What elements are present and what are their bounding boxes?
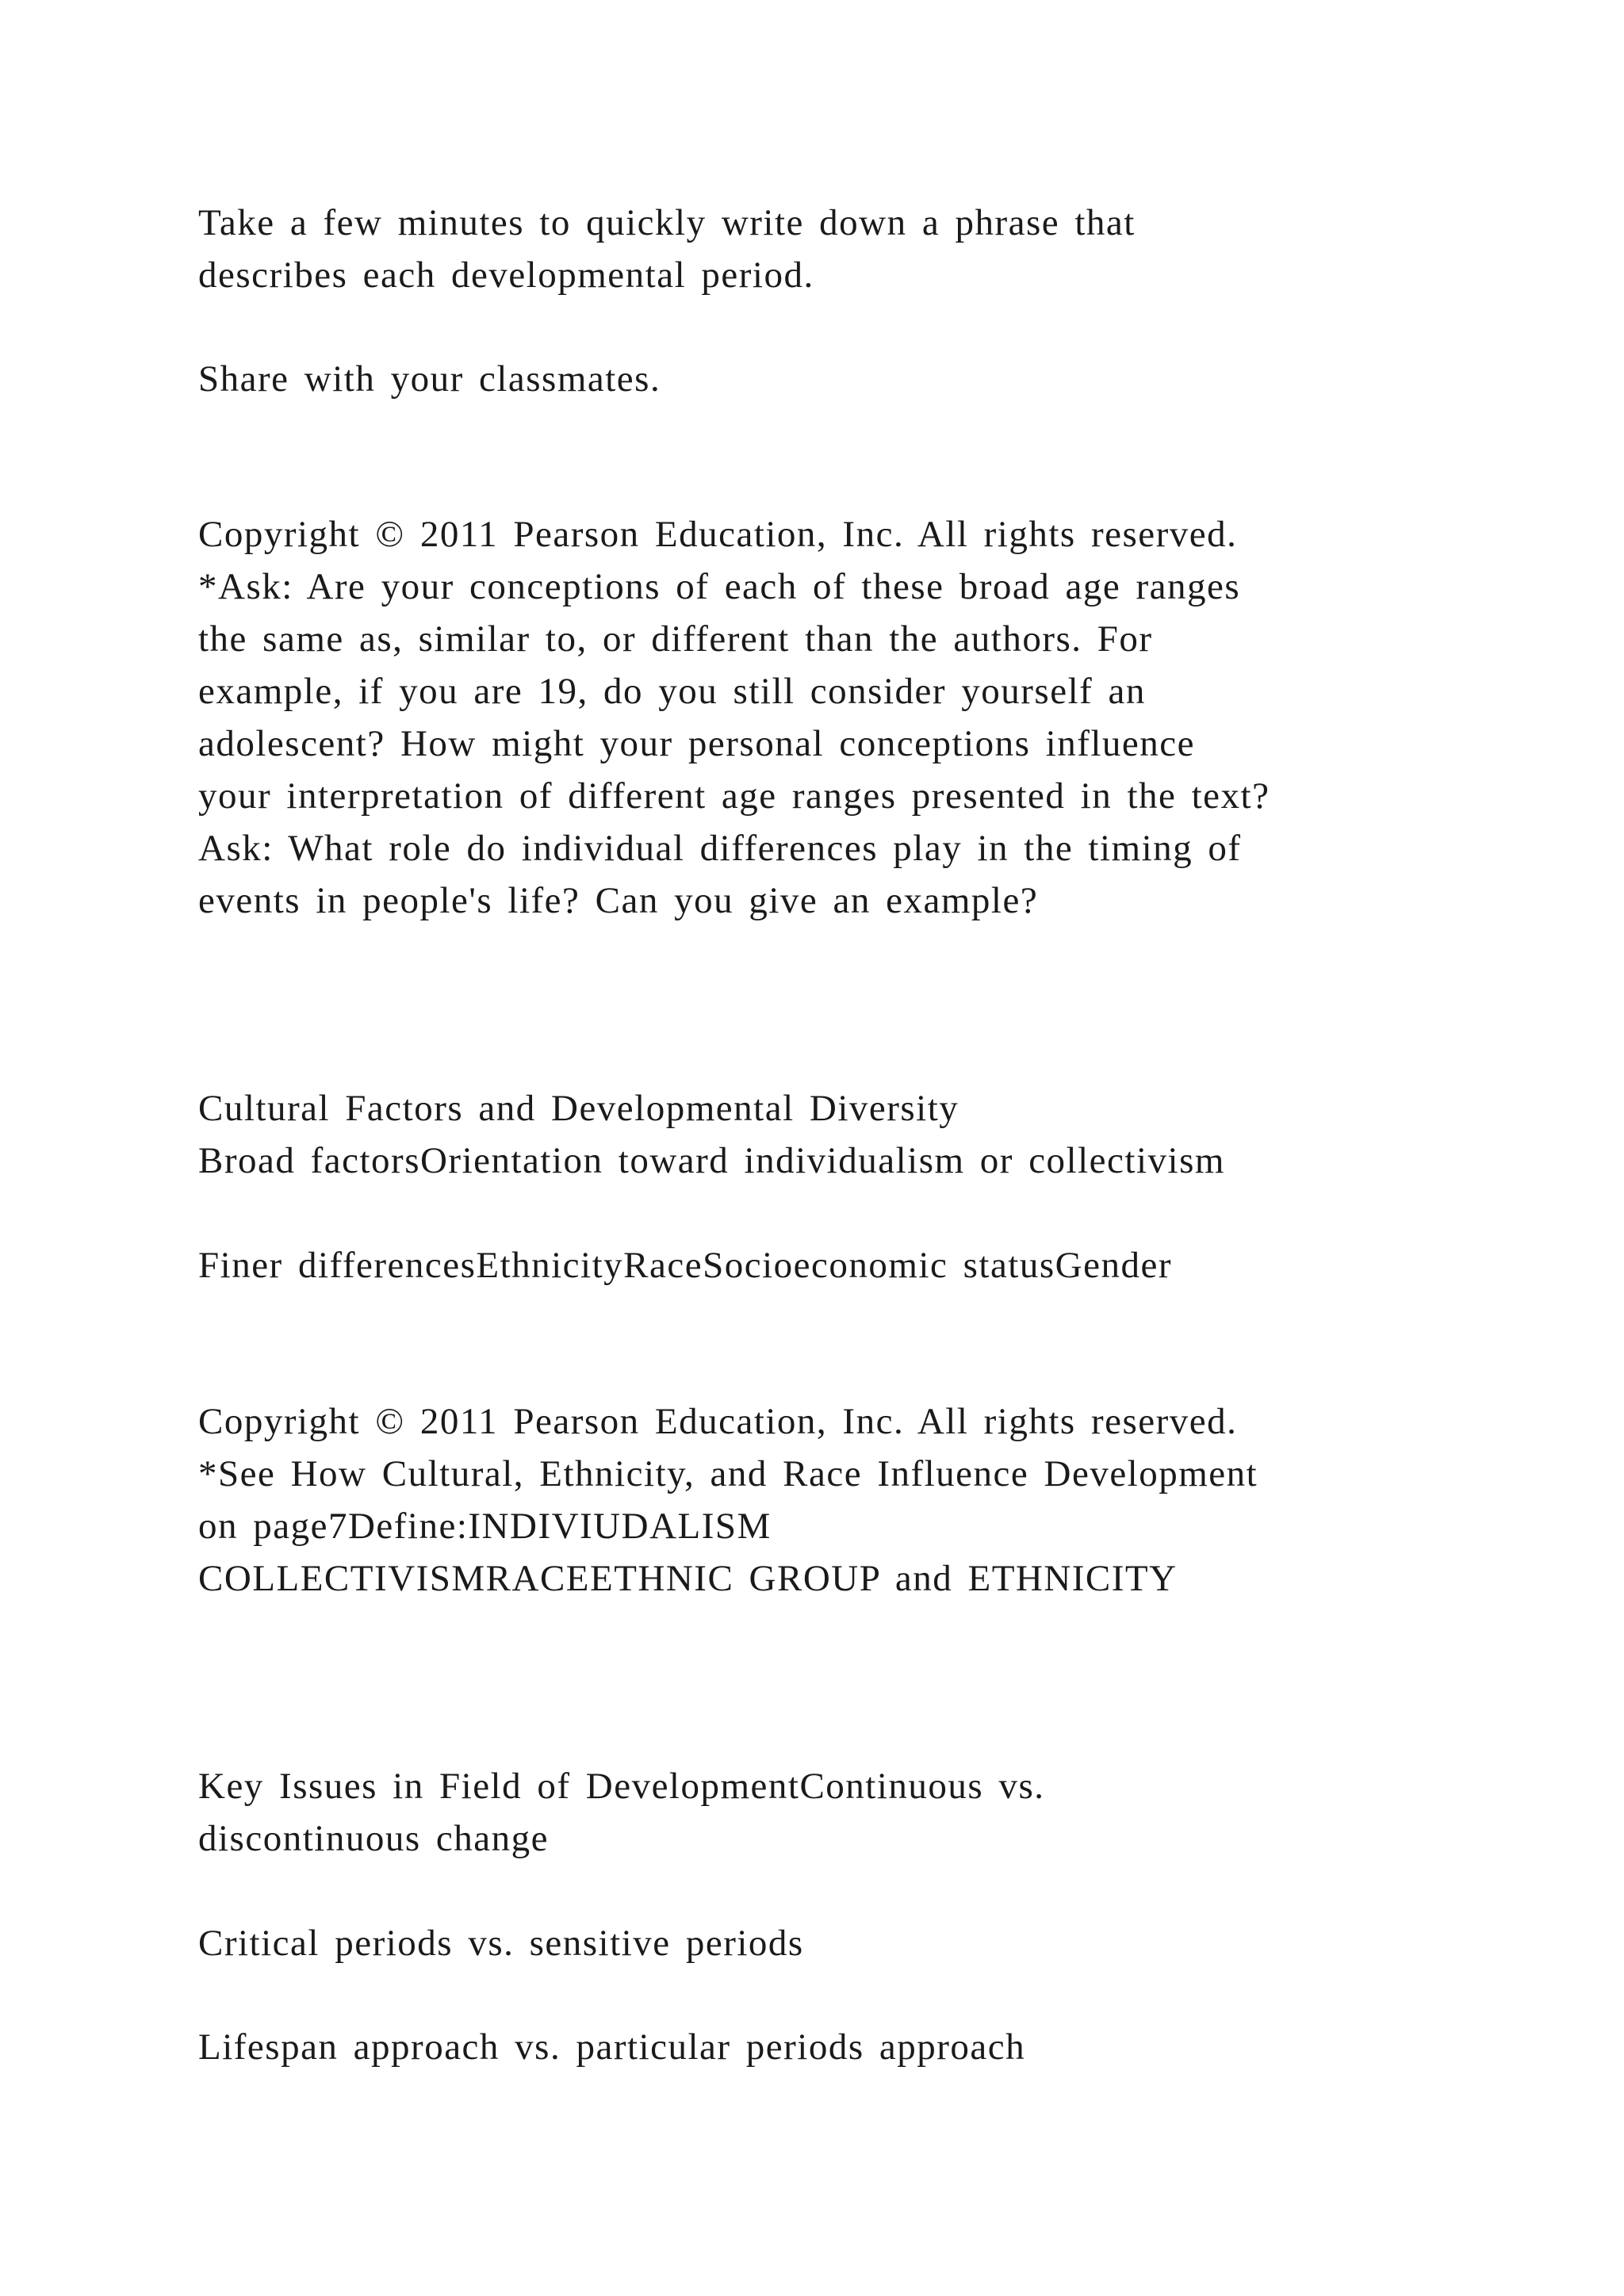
cultural-factors-section bbox=[198, 1082, 1546, 1187]
notes-line: the same as, similar to, or different than the authors. For bbox=[198, 618, 1153, 660]
copyright-line: Copyright © 2011 Pearson Education, Inc. All rights reserved. bbox=[198, 514, 1238, 555]
notes-line: Ask: What role do individual differences play in the timing of bbox=[198, 828, 1242, 869]
notes-section-1 bbox=[198, 508, 1546, 927]
notes-line: *Ask: Are your conceptions of each of these broad age ranges bbox=[198, 566, 1241, 607]
notes-line: events in people's life? Can you give an example? bbox=[198, 880, 1039, 921]
lifespan-line: Lifespan approach vs. particular periods approach bbox=[198, 2026, 1026, 2068]
notes-line: on page7Define:INDIVIUDALISM bbox=[198, 1506, 772, 1547]
key-issues-line: discontinuous change bbox=[198, 1818, 549, 1859]
key-issues-paragraph bbox=[198, 1760, 1546, 1865]
section-title: Cultural Factors and Developmental Diversity bbox=[198, 1088, 959, 1129]
share-paragraph bbox=[198, 353, 1546, 405]
notes-line: adolescent? How might your personal conceptions influence bbox=[198, 723, 1195, 764]
critical-periods-line: Critical periods vs. sensitive periods bbox=[198, 1923, 804, 1964]
prompt-paragraph bbox=[198, 197, 1546, 301]
prompt-line: Take a few minutes to quickly write down a phrase that bbox=[198, 202, 1136, 243]
share-line: Share with your classmates. bbox=[198, 358, 661, 400]
notes-line: example, if you are 19, do you still consider yourself an bbox=[198, 671, 1146, 712]
copyright-line: Copyright © 2011 Pearson Education, Inc. All rights reserved. bbox=[198, 1401, 1238, 1442]
finer-differences-line: Finer differencesEthnicityRaceSocioeconomic statusGender bbox=[198, 1245, 1172, 1286]
notes-section-2 bbox=[198, 1395, 1546, 1605]
notes-line: COLLECTIVISMRACEETHNIC GROUP and ETHNICITY bbox=[198, 1558, 1178, 1599]
notes-line: *See How Cultural, Ethnicity, and Race Influence Development bbox=[198, 1453, 1258, 1494]
finer-differences-paragraph bbox=[198, 1239, 1546, 1292]
key-issues-line: Key Issues in Field of DevelopmentContinuous vs. bbox=[198, 1766, 1045, 1807]
broad-factors-line: Broad factorsOrientation toward individualism or collectivism bbox=[198, 1140, 1225, 1181]
prompt-line: describes each developmental period. bbox=[198, 254, 814, 296]
lifespan-paragraph bbox=[198, 2021, 1546, 2073]
notes-line: your interpretation of different age ranges presented in the text? bbox=[198, 775, 1270, 817]
critical-periods-paragraph bbox=[198, 1917, 1546, 1969]
